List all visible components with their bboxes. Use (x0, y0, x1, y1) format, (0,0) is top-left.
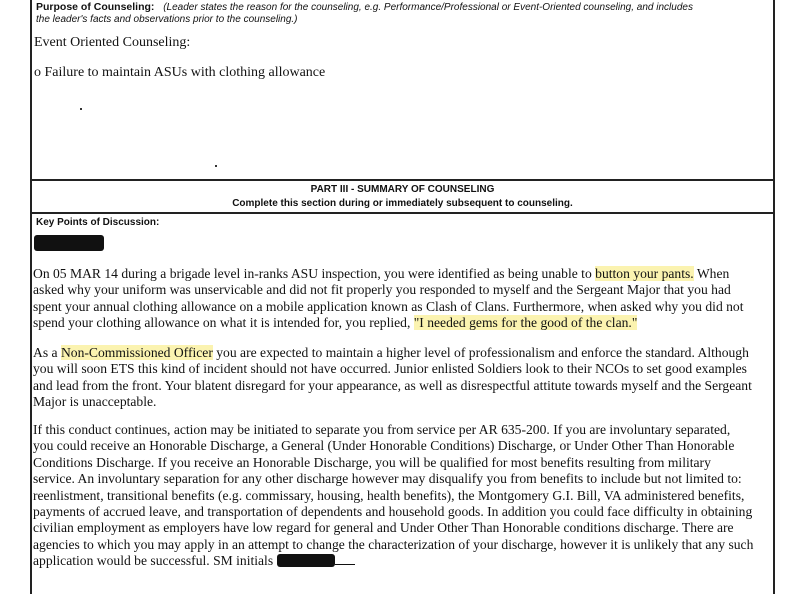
text-line: civilian employment as employers have low regard for general and Under Other Than Honorable conditions discharge. There are (33, 520, 734, 536)
purpose-instructions-2: the leader's facts and observations prior to the counseling.) (36, 14, 298, 25)
text-run: you are expected to maintain a higher level of professionalism and enforce the standard. Although (212, 345, 749, 360)
paragraph-nco (33, 345, 775, 411)
purpose-value: Event Oriented Counseling: (34, 35, 191, 50)
highlight: "I needed gems for the good of the clan." (413, 315, 638, 331)
redacted-initials (277, 554, 335, 567)
part-subtitle: Complete this section during or immediately subsequent to counseling. (232, 198, 573, 209)
redacted-name (34, 235, 104, 251)
text-line: and lead from the front. Your blatent disregard for your appearance, as well as disrespectful attitute towards myself and the Sergeant (33, 377, 752, 393)
text-run: application would be successful. SM initials (33, 553, 274, 569)
text-line: asked why your uniform was unservicable and did not fit properly you responded to myself and the Sergeant Major that you had (33, 282, 731, 298)
purpose-label: Purpose of Counseling: (36, 1, 155, 13)
text-run: As a (33, 345, 61, 360)
scan-speck (215, 165, 217, 167)
initials-line (335, 554, 355, 565)
text-line: reenlistment, transitional benefits (e.g. commissary, housing, health benefits), the Montgomery G.I. Bill, VA administered benefits, (33, 487, 745, 503)
text-line: spent your annual clothing allowance on a mobile application known as Clash of Clans. Furthermore, when asked why you did not (33, 298, 744, 314)
purpose-header (36, 1, 771, 26)
part-title: PART III - SUMMARY OF COUNSELING (310, 184, 495, 195)
section-divider (30, 212, 775, 214)
highlight: Non-Commissioned Officer (60, 345, 213, 360)
section-divider (30, 179, 775, 181)
text-line: Major is unacceptable. (33, 394, 157, 410)
purpose-instructions-1: (Leader states the reason for the counseling, e.g. Performance/Professional or Event-Oriented counseling, and includes (163, 2, 693, 13)
text-line: service. An involuntary separation for any other discharge however may disqualify you from benefits to include but not limited to: (33, 471, 742, 487)
text-line: agencies to which you may apply in an attempt to change the characterization of your discharge, however it is unlikely that any such (33, 536, 754, 552)
text-line: you will soon ETS this kind of incident should not have occurred. Junior enlisted Soldiers look to their NCOs to set good examples (33, 361, 747, 377)
paragraph-consequences (33, 422, 775, 570)
highlight: button your pants. (595, 266, 694, 281)
text-run: On 05 MAR 14 during a brigade level in-ranks ASU inspection, you were identified as being unable to (33, 266, 596, 281)
text-line: you could receive an Honorable Discharge, a General (Under Honorable Conditions) Discharge, or Under Other Than Honorable (33, 438, 735, 454)
key-points-label: Key Points of Discussion: (36, 217, 160, 228)
paragraph-incident (33, 266, 775, 332)
text-run: spend your clothing allowance on what it is intended for, you replied, (33, 315, 414, 331)
text-line: If this conduct continues, action may be initiated to separate you from service per AR 635-200. If you are involuntary separated, (33, 422, 731, 437)
text-run: When (693, 266, 730, 281)
scan-speck (80, 108, 82, 110)
text-line: payments of accrued leave, and transportation of dependents and household goods. In addition you could face difficulty in obtaining (33, 504, 753, 520)
text-line: Conditions Discharge. If you receive an Honorable Discharge, you will be qualified for most benefits resulting from military (33, 454, 711, 470)
purpose-item: o Failure to maintain ASUs with clothing allowance (34, 65, 326, 80)
